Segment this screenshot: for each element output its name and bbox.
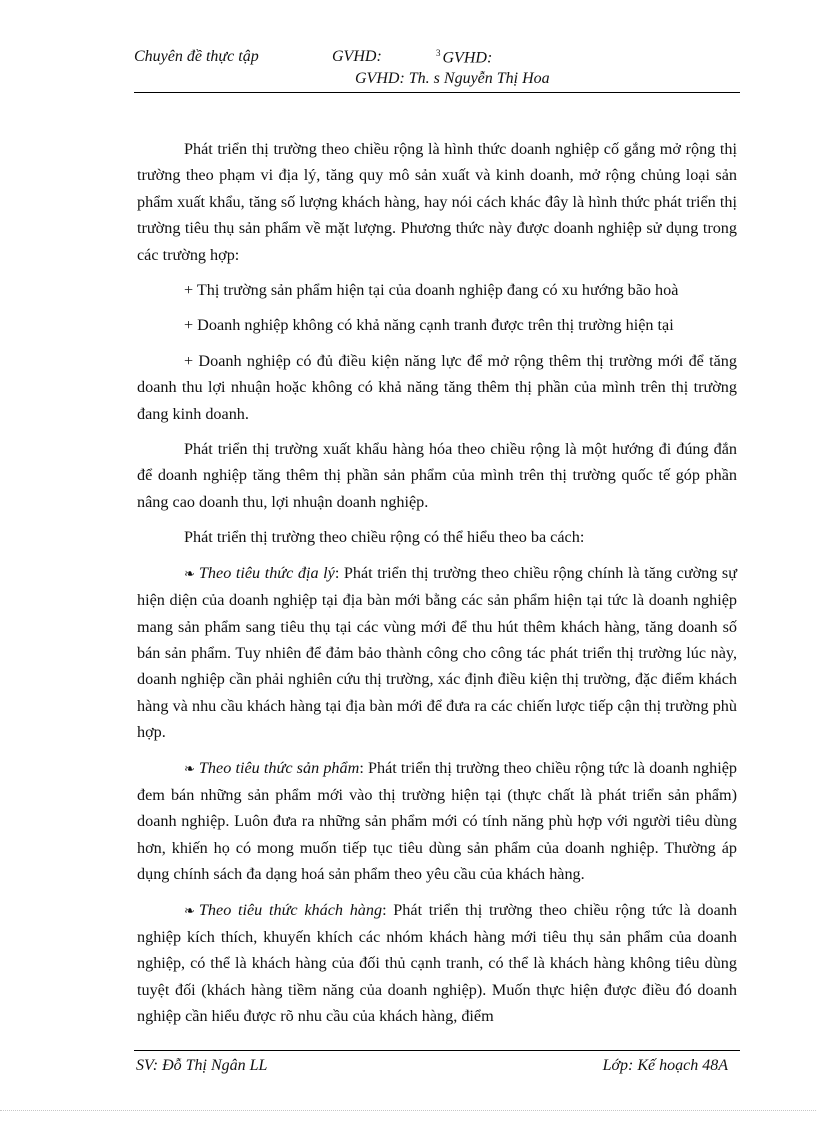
paragraph-text: Phát triển thị trường theo chiều rộng có thể hiểu theo ba cách: <box>184 528 585 547</box>
paragraph-text: : Phát triển thị trường theo chiều rộng chính là tăng cường sự hiện diện của doanh nghiệp tại địa bàn mới bằng các sản phẩm hiện tại tức là doanh nghiệp mang sản phẩm sang tiêu thụ tại các vùng mới để thu hút thêm khách hàng, tăng doanh số bán sản phẩm. Tuy nhiên để đảm bảo thành công cho công tác phát triển thị trường lúc này, doanh nghiệp cần phải nghiên cứu thị trường, xác định điều kiện thị trường, đặc điểm khách hàng và nhu cầu khách hàng tại địa bàn mới để đưa ra các chiến lược tiếp cận thị trường phù hợp. <box>137 563 737 742</box>
paragraph <box>137 524 737 550</box>
header-advisor-label-1: GVHD: <box>332 48 382 65</box>
header-advisor-name: GVHD: Th. s Nguyễn Thị Hoa <box>355 70 550 87</box>
paragraph-text: + Doanh nghiệp không có khả năng cạnh tranh được trên thị trường hiện tại <box>184 316 674 335</box>
ornament-bullet-icon: ❧ <box>184 760 195 776</box>
header-advisor-label-2 <box>436 48 492 67</box>
paragraph-text: Phát triển thị trường xuất khẩu hàng hóa theo chiều rộng là một hướng đi đúng đắn để doanh nghiệp tăng thêm thị phần sản phẩm của mình trên thị trường quốc tế góp phần nâng cao doanh thu, lợi nhuận doanh nghiệp. <box>137 440 737 511</box>
paragraph <box>137 897 737 1030</box>
paragraph <box>137 436 737 515</box>
paragraph <box>137 560 737 746</box>
body-text <box>137 136 737 1039</box>
header-superscript-mark: 3 <box>436 48 441 58</box>
ornament-bullet-icon: ❧ <box>184 565 195 581</box>
bullet-item <box>137 277 737 303</box>
ornament-bullet-icon: ❧ <box>184 902 195 918</box>
footer-student: SV: Đỗ Thị Ngân LL <box>136 1057 268 1074</box>
header-doc-type: Chuyên đề thực tập <box>134 48 259 65</box>
header-rule <box>134 92 740 93</box>
bullet-item <box>137 348 737 427</box>
paragraph <box>137 755 737 888</box>
footer-class: Lớp: Kế hoạch 48A <box>602 1057 728 1074</box>
bullet-item <box>137 312 737 338</box>
paragraph-text: + Thị trường sản phẩm hiện tại của doanh nghiệp đang có xu hướng bão hoà <box>184 281 679 300</box>
page-bottom-edge <box>0 1110 816 1111</box>
paragraph <box>137 136 737 268</box>
page-footer <box>134 1050 740 1080</box>
footer-rule <box>134 1050 740 1051</box>
header-advisor-label-2-text: GVHD: <box>442 49 493 67</box>
paragraph-text: + Doanh nghiệp có đủ điều kiện năng lực để mở rộng thêm thị trường mới để tăng doanh thu lợi nhuận hoặc không có khả năng tăng thêm thị phần của mình trên thị trường đang kinh doanh. <box>137 351 737 423</box>
paragraph-text: : Phát triển thị trường theo chiều rộng tức là doanh nghiệp đem bán những sản phẩm mới vào thị trường hiện tại (thực chất là phát triển sản phẩm) doanh nghiệp. Luôn đưa ra những sản phẩm mới có tính năng phù hợp với người tiêu dùng hơn, khiến họ có mong muốn tiếp tục tiêu dùng sản phẩm của doanh nghiệp. Thường áp dụng chính sách đa dạng hoá sản phẩm theo yêu cầu của khách hàng. <box>137 758 737 884</box>
paragraph-lead: Theo tiêu thức sản phẩm <box>198 758 360 777</box>
page-header <box>134 46 740 94</box>
paragraph-text: Phát triển thị trường theo chiều rộng là hình thức doanh nghiệp cố gắng mở rộng thị trường theo phạm vi địa lý, tăng quy mô sản xuất và kinh doanh, mở rộng chủng loại sản phẩm xuất khẩu, tăng số lượng khách hàng, hay nói cách khác đây là hình thức phát triển thị trường tiêu thụ sản phẩm về mặt lượng. Phương thức này được doanh nghiệp sử dụng trong các trường hợp: <box>137 140 737 264</box>
paragraph-lead: Theo tiêu thức địa lý <box>198 563 335 582</box>
paragraph-text: : Phát triển thị trường theo chiều rộng tức là doanh nghiệp kích thích, khuyến khích các nhóm khách hàng mới tiêu thụ sản phẩm của doanh nghiệp, có thể là khách hàng của đối thủ cạnh tranh, có thể là khách hàng không tiêu dùng tuyệt đối (khách hàng tiềm năng của doanh nghiệp). Muốn thực hiện được điều đó doanh nghiệp cần hiểu được rõ nhu cầu của khách hàng, điểm <box>137 900 738 1026</box>
paragraph-lead: Theo tiêu thức khách hàng <box>198 900 383 919</box>
